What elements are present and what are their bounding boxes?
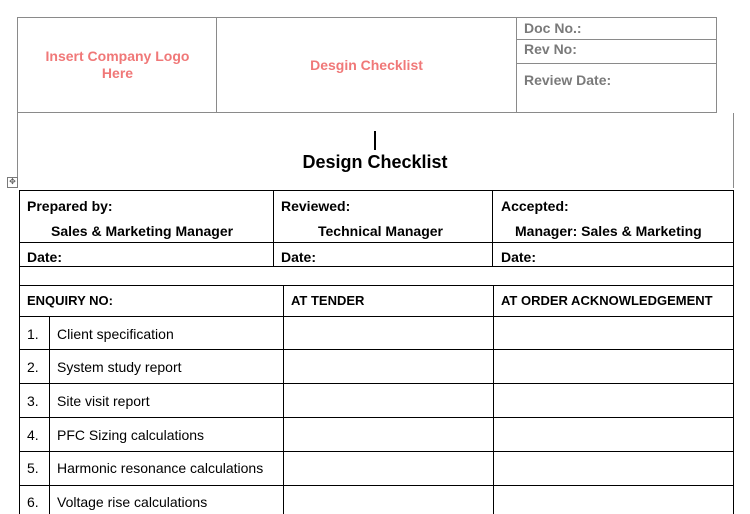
table-border [49,316,50,514]
reviewed-label: Reviewed: [281,198,351,214]
table-border [19,190,734,191]
text-cursor [374,131,376,150]
accepted-label: Accepted: [501,198,569,214]
column-header-enquiry: ENQUIRY NO: [27,293,113,308]
row-number: 6. [27,494,39,510]
row-item[interactable]: System study report [57,359,182,375]
row-item[interactable]: Voltage rise calculations [57,494,208,510]
header-meta-divider [516,63,717,64]
document-title: Design Checklist [302,152,448,172]
row-number: 2. [27,359,39,375]
table-border [19,190,20,514]
table-border [19,417,734,418]
reviewed-value[interactable]: Technical Manager [318,223,444,239]
table-border [19,285,734,286]
row-item[interactable]: Client specification [57,326,174,342]
table-border [283,285,284,514]
prepared-by-label: Prepared by: [27,198,113,214]
table-border [733,190,734,514]
row-number: 5. [27,460,39,476]
move-handle-icon[interactable]: ✥ [7,177,18,188]
page-margin-line [733,113,734,188]
column-header-at-order: AT ORDER ACKNOWLEDGEMENT [501,293,713,308]
table-border [19,383,734,384]
row-item[interactable]: Harmonic resonance calculations [57,460,264,476]
table-border [493,285,494,514]
row-number: 4. [27,427,39,443]
column-header-at-tender: AT TENDER [291,293,365,308]
accepted-date-label[interactable]: Date: [501,249,537,265]
table-border [19,242,734,243]
blank-row[interactable] [20,267,733,285]
reviewed-date-label[interactable]: Date: [281,249,317,265]
table-border [19,316,734,317]
rev-no-label: Rev No: [524,41,577,57]
logo-placeholder: Insert Company Logo Here [45,48,190,81]
table-border [19,349,734,350]
table-border [19,451,734,452]
prepared-by-value[interactable]: Sales & Marketing Manager [51,223,234,239]
row-number: 1. [27,326,39,342]
prepared-by-date-label[interactable]: Date: [27,249,63,265]
accepted-value[interactable]: Manager: Sales & Marketing [515,223,702,239]
header-meta-divider [516,39,717,40]
review-date-label: Review Date: [524,72,612,88]
row-item[interactable]: Site visit report [57,393,150,409]
row-number: 3. [27,393,39,409]
table-border [492,190,493,266]
row-item[interactable]: PFC Sizing calculations [57,427,205,443]
table-border [19,485,734,486]
header-title: Desgin Checklist [310,57,423,73]
doc-no-label: Doc No.: [524,20,582,36]
table-border [273,190,274,266]
